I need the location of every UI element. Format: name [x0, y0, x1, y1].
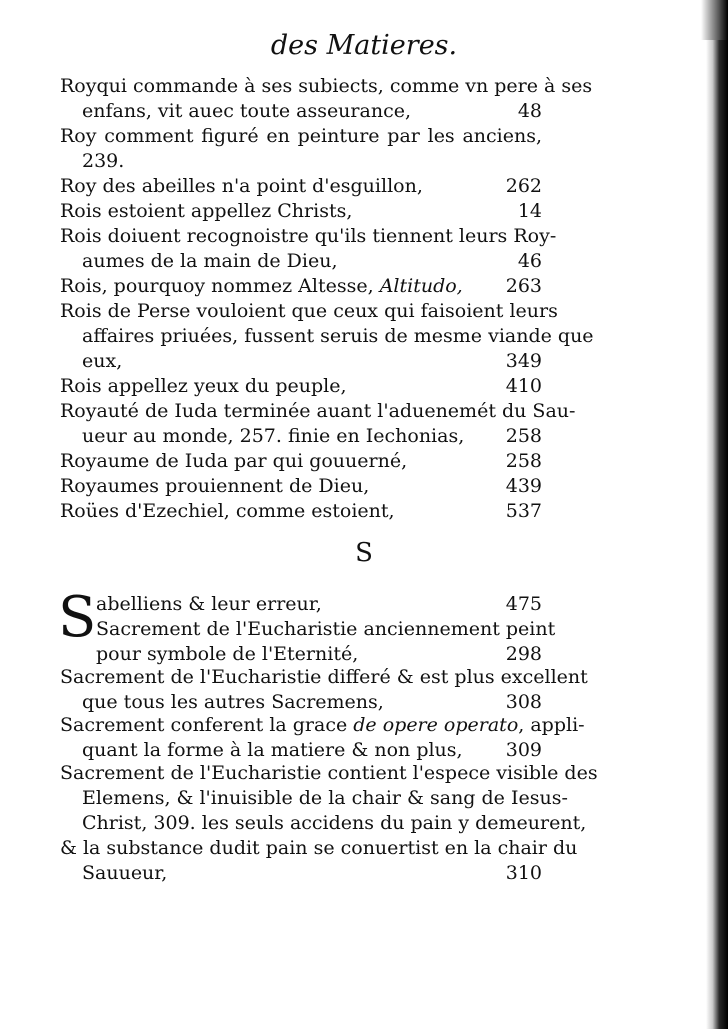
entry-line: Sacrement conferent la grace de opere operato, appli- [60, 714, 585, 736]
index-entry [96, 592, 542, 617]
entry-line: que tous les autres Sacremens, 308 [82, 691, 542, 713]
index-entry [60, 399, 576, 449]
entry-line: affaires priuées, fussent seruis de mesme viande que [82, 325, 594, 347]
page-number: 14 [517, 200, 542, 222]
entry-line: Christ, 309. les seuls accidens du pain y demeurent, [82, 812, 587, 834]
page-number: 410 [505, 375, 542, 397]
index-entry [60, 713, 585, 763]
index-entry [60, 474, 542, 499]
entry-line: ueur au monde, 257. finie en Iechonias, 258 [82, 425, 542, 447]
index-entry [96, 617, 556, 667]
index-entry [60, 499, 542, 524]
index-entry [60, 174, 542, 199]
entry-line: abelliens & leur erreur, 475 [96, 593, 542, 615]
page-number: 48 [517, 100, 542, 122]
index-entry [60, 374, 542, 399]
page-number: 310 [505, 862, 542, 884]
page-number: 439 [505, 475, 542, 497]
index-entry [60, 74, 593, 124]
entry-line: Royaume de Iuda par qui gouuerné, 258 [60, 450, 542, 472]
entry-line: Sacrement de l'Eucharistie anciennement peint [96, 618, 556, 640]
page-edge-shadow [706, 0, 728, 1029]
entry-line: pour symbole de l'Eternité, 298 [96, 643, 542, 665]
index-entry [60, 124, 542, 174]
entry-line: aumes de la main de Dieu, 46 [82, 250, 542, 272]
entry-line: Sauueur, 310 [82, 862, 542, 884]
entry-line: Roy comment figuré en peinture par les anciens, [60, 125, 542, 147]
entry-line: 239. [82, 150, 125, 172]
drop-cap: S [58, 585, 97, 650]
entry-line: Royauté de Iuda terminée auant l'aduenemét du Sau- [60, 400, 576, 422]
page-number: 537 [505, 500, 542, 522]
entry-line: Roües d'Ezechiel, comme estoient, 537 [60, 500, 542, 522]
entry-line [60, 349, 542, 374]
page-number: 349 [505, 350, 542, 372]
entry-line: Royaumes prouiennent de Dieu, 439 [60, 475, 542, 497]
index-entry [60, 224, 557, 274]
entry-line: Rois doiuent recognoistre qu'ils tiennent leurs Roy- [60, 225, 557, 247]
index-entry [60, 665, 588, 715]
page-number: 308 [505, 691, 542, 713]
entry-line: Rois, pourquoy nommez Altesse, Altitudo, 263 [60, 275, 542, 297]
page-number: 46 [517, 250, 542, 272]
index-entry [60, 274, 542, 299]
entry-line: Rois appellez yeux du peuple, 410 [60, 375, 542, 397]
entry-line: Elemens, & l'inuisible de la chair & sang de Iesus- [82, 787, 568, 809]
entry-line: eux, [82, 350, 123, 372]
index-entry [60, 199, 542, 224]
index-entry [60, 299, 594, 374]
entry-line: Sacrement de l'Eucharistie contient l'espece visible des [60, 762, 598, 784]
index-entry [60, 761, 598, 886]
latin-term: Altitudo, [379, 275, 463, 297]
section-heading: S [355, 538, 373, 568]
entry-line: Roy des abeilles n'a point d'esguillon, 262 [60, 175, 542, 197]
latin-term: de opere operato [353, 714, 519, 736]
entry-line: quant la forme à la matiere & non plus, 309 [82, 739, 542, 761]
index-entry [60, 449, 542, 474]
entry-line: Royqui commande à ses subiects, comme vn pere à ses [60, 75, 593, 97]
page-number: 258 [505, 425, 542, 447]
entry-line: & la substance dudit pain se conuertist en la chair du [60, 837, 578, 859]
page-number: 262 [505, 175, 542, 197]
entry-line: Rois estoient appellez Christs, 14 [60, 200, 542, 222]
page-number: 258 [505, 450, 542, 472]
entry-line: Rois de Perse vouloient que ceux qui faisoient leurs [60, 300, 558, 322]
page-number: 309 [505, 739, 542, 761]
entry-line: enfans, vit auec toute asseurance, 48 [82, 100, 542, 122]
page-number: 263 [505, 275, 542, 297]
entry-line: Sacrement de l'Eucharistie differé & est plus excellent [60, 666, 588, 688]
running-header: des Matieres. [270, 30, 458, 61]
page-number: 475 [505, 593, 542, 615]
page-number: 298 [505, 643, 542, 665]
